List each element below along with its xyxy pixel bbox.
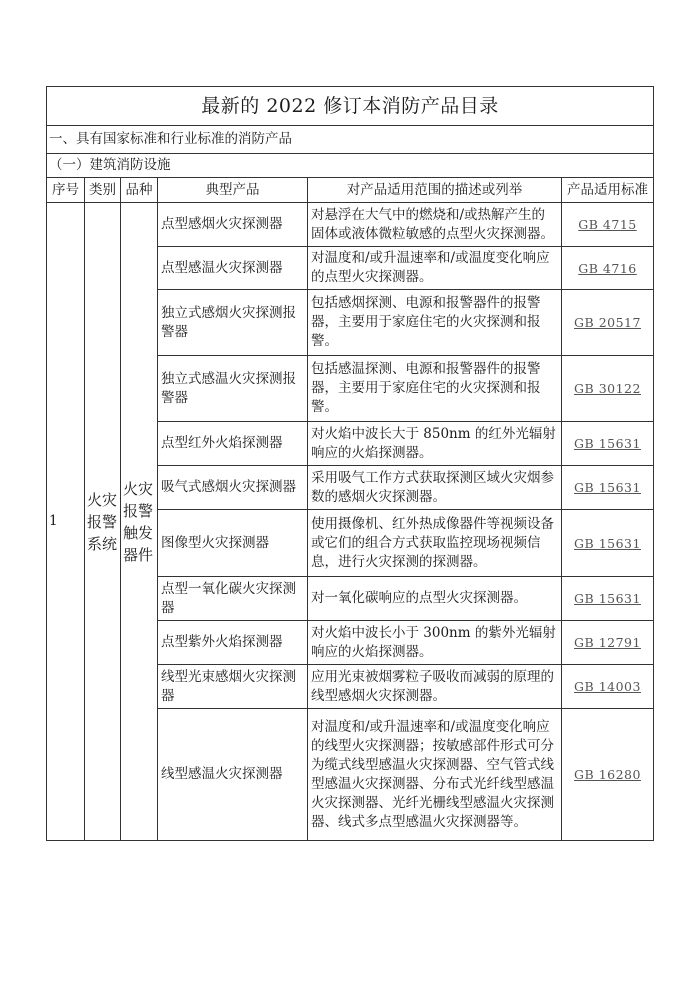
group-category: 火灾报警系统 [85, 203, 121, 841]
standard-cell [562, 247, 654, 290]
standard-link[interactable]: GB 16280 [574, 767, 641, 782]
standard-cell [562, 665, 654, 709]
standard-link[interactable]: GB 12791 [574, 635, 641, 650]
table-header-row [47, 178, 654, 203]
standard-link[interactable]: GB 30122 [574, 381, 641, 396]
product-cell: 独立式感烟火灾探测报警器 [158, 290, 308, 356]
product-cell: 图像型火灾探测器 [158, 510, 308, 577]
product-cell: 独立式感温火灾探测报警器 [158, 356, 308, 422]
standard-cell [562, 290, 654, 356]
product-cell: 吸气式感烟火灾探测器 [158, 466, 308, 510]
standard-cell [562, 709, 654, 841]
standard-cell [562, 466, 654, 510]
table-row [47, 203, 654, 247]
standard-cell [562, 577, 654, 621]
product-cell: 点型感烟火灾探测器 [158, 203, 308, 247]
standard-link[interactable]: GB 15631 [574, 436, 641, 451]
document-title: 最新的 2022 修订本消防产品目录 [47, 87, 654, 126]
standard-cell [562, 203, 654, 247]
header-category: 类别 [85, 178, 121, 203]
product-cell: 点型一氧化碳火灾探测器 [158, 577, 308, 621]
standard-link[interactable]: GB 15631 [574, 535, 641, 551]
group-number: 1 [47, 203, 85, 841]
product-cell: 点型紫外火焰探测器 [158, 621, 308, 665]
subsection-heading: （一）建筑消防设施 [47, 154, 654, 178]
header-description: 对产品适用范围的描述或列举 [308, 178, 562, 203]
document-sheet [46, 86, 653, 841]
product-cell: 点型红外火焰探测器 [158, 422, 308, 466]
description-cell: 对火焰中波长大于 850nm 的红外光辐射响应的火焰探测器。 [308, 422, 562, 466]
description-cell: 应用光束被烟雾粒子吸收而减弱的原理的线型感烟火灾探测器。 [308, 665, 562, 709]
group-kind: 火灾报警触发器件 [121, 203, 158, 841]
standard-link[interactable]: GB 15631 [574, 591, 641, 606]
standard-cell [562, 422, 654, 466]
catalog-table [46, 86, 654, 841]
description-cell: 对温度和/或升温速率和/或温度变化响应的点型火灾探测器。 [308, 247, 562, 290]
description-cell: 对火焰中波长小于 300nm 的紫外光辐射响应的火焰探测器。 [308, 621, 562, 665]
product-cell: 点型感温火灾探测器 [158, 247, 308, 290]
description-cell: 对一氧化碳响应的点型火灾探测器。 [308, 577, 562, 621]
standard-cell [562, 356, 654, 422]
header-standard: 产品适用标准 [562, 178, 654, 203]
standard-link[interactable]: GB 4716 [578, 260, 637, 276]
description-cell: 对悬浮在大气中的燃烧和/或热解产生的固体或液体微粒敏感的点型火灾探测器。 [308, 203, 562, 247]
header-kind: 品种 [121, 178, 158, 203]
header-number: 序号 [47, 178, 85, 203]
standard-link[interactable]: GB 4715 [578, 217, 637, 232]
standard-cell [562, 621, 654, 665]
description-cell: 使用摄像机、红外热成像器件等视频设备或它们的组合方式获取监控现场视频信息，进行火灾探测的探测器。 [308, 510, 562, 577]
standard-link[interactable]: GB 15631 [574, 480, 641, 495]
standard-cell [562, 510, 654, 577]
product-cell: 线型光束感烟火灾探测器 [158, 665, 308, 709]
description-cell: 包括感烟探测、电源和报警器件的报警器，主要用于家庭住宅的火灾探测和报警。 [308, 290, 562, 356]
section-heading: 一、具有国家标准和行业标准的消防产品 [47, 126, 654, 154]
product-cell: 线型感温火灾探测器 [158, 709, 308, 841]
standard-link[interactable]: GB 14003 [574, 679, 641, 694]
description-cell: 采用吸气工作方式获取探测区域火灾烟参数的感烟火灾探测器。 [308, 466, 562, 510]
header-product: 典型产品 [158, 178, 308, 203]
description-cell: 对温度和/或升温速率和/或温度变化响应的线型火灾探测器；按敏感部件形式可分为缆式线型感温火灾探测器、空气管式线型感温火灾探测器、分布式光纤线型感温火灾探测器、光纤光栅线型感温火灾探测器、线式多点型感温火灾探测器等。 [308, 709, 562, 841]
standard-link[interactable]: GB 20517 [574, 315, 641, 330]
description-cell: 包括感温探测、电源和报警器件的报警器，主要用于家庭住宅的火灾探测和报警。 [308, 356, 562, 422]
